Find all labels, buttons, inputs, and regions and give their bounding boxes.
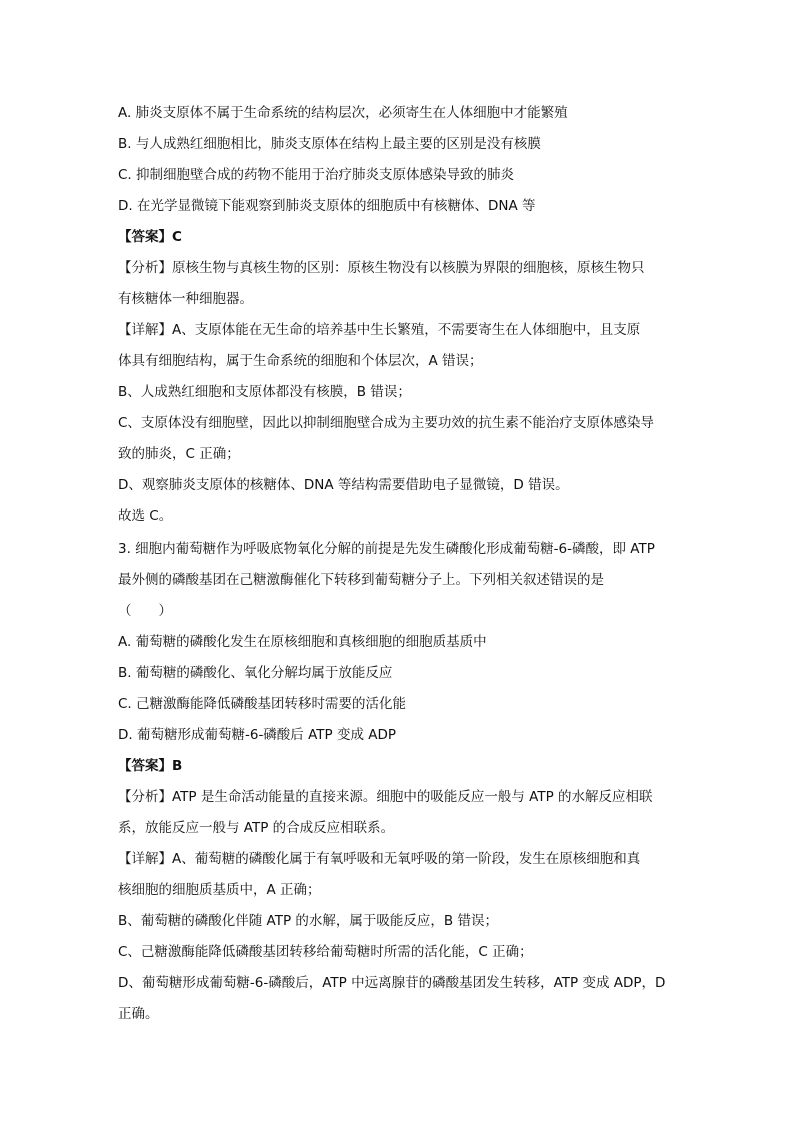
q3-analysis-line-2: 系，放能反应一般与 ATP 的合成反应相联系。 xyxy=(118,820,395,836)
q3-option-d: D. 葡萄糖形成葡萄糖-6-磷酸后 ATP 变成 ADP xyxy=(118,727,397,743)
q2-option-b: B. 与人成熟红细胞相比，肺炎支原体在结构上最主要的区别是没有核膜 xyxy=(118,136,541,152)
q3-option-b: B. 葡萄糖的磷酸化、氧化分解均属于放能反应 xyxy=(118,665,393,681)
q3-detail-line-6: 正确。 xyxy=(118,1006,159,1022)
q3-detail-line-3: B、葡萄糖的磷酸化伴随 ATP 的水解，属于吸能反应，B 错误； xyxy=(118,913,498,929)
q3-answer: 【答案】B xyxy=(118,758,183,774)
q2-detail-line-3: B、人成熟红细胞和支原体都没有核膜，B 错误； xyxy=(118,384,411,400)
q2-detail-line-5: 致的肺炎，C 正确； xyxy=(118,446,240,462)
q2-detail-line-6: D、观察肺炎支原体的核糖体、DNA 等结构需要借助电子显微镜，D 错误。 xyxy=(118,477,569,493)
q3-stem-line-2: 最外侧的磷酸基团在己糖激酶催化下转移到葡萄糖分子上。下列相关叙述错误的是 xyxy=(118,572,604,588)
q3-stem-line-1: 3. 细胞内葡萄糖作为呼吸底物氧化分解的前提是先发生磷酸化形成葡萄糖-6-磷酸，即 ATP xyxy=(118,541,655,557)
q2-detail-line-2: 体具有细胞结构，属于生命系统的细胞和个体层次，A 错误； xyxy=(118,353,483,369)
q2-analysis-line-2: 有核糖体一种细胞器。 xyxy=(118,291,253,307)
q2-option-a: A. 肺炎支原体不属于生命系统的结构层次，必须寄生在人体细胞中才能繁殖 xyxy=(118,105,568,121)
q3-option-a: A. 葡萄糖的磷酸化发生在原核细胞和真核细胞的细胞质基质中 xyxy=(118,634,487,650)
q3-detail-line-1: 【详解】A、葡萄糖的磷酸化属于有氧呼吸和无氧呼吸的第一阶段，发生在原核细胞和真 xyxy=(118,851,641,867)
q2-option-d: D. 在光学显微镜下能观察到肺炎支原体的细胞质中有核糖体、DNA 等 xyxy=(118,198,536,214)
q3-detail-line-5: D、葡萄糖形成葡萄糖-6-磷酸后，ATP 中远离腺苷的磷酸基团发生转移，ATP 变成 ADP，D xyxy=(118,975,666,991)
q2-conclusion: 故选 C。 xyxy=(118,508,173,524)
q3-detail-line-2: 核细胞的细胞质基质中，A 正确； xyxy=(118,882,321,898)
q3-stem-blank: （ ） xyxy=(118,603,172,619)
q2-detail-line-4: C、支原体没有细胞壁，因此以抑制细胞壁合成为主要功效的抗生素不能治疗支原体感染导 xyxy=(118,415,654,431)
q2-detail-line-1: 【详解】A、支原体能在无生命的培养基中生长繁殖，不需要寄生在人体细胞中，且支原 xyxy=(118,322,641,338)
q3-analysis-line-1: 【分析】ATP 是生命活动能量的直接来源。细胞中的吸能反应一般与 ATP 的水解反应相联 xyxy=(118,789,653,805)
q3-detail-line-4: C、己糖激酶能降低磷酸基团转移给葡萄糖时所需的活化能，C 正确； xyxy=(118,944,533,960)
q2-answer: 【答案】C xyxy=(118,229,182,245)
q2-option-c: C. 抑制细胞壁合成的药物不能用于治疗肺炎支原体感染导致的肺炎 xyxy=(118,167,515,183)
q2-analysis-line-1: 【分析】原核生物与真核生物的区别：原核生物没有以核膜为界限的细胞核，原核生物只 xyxy=(118,260,645,276)
q3-option-c: C. 己糖激酶能降低磷酸基团转移时需要的活化能 xyxy=(118,696,407,712)
